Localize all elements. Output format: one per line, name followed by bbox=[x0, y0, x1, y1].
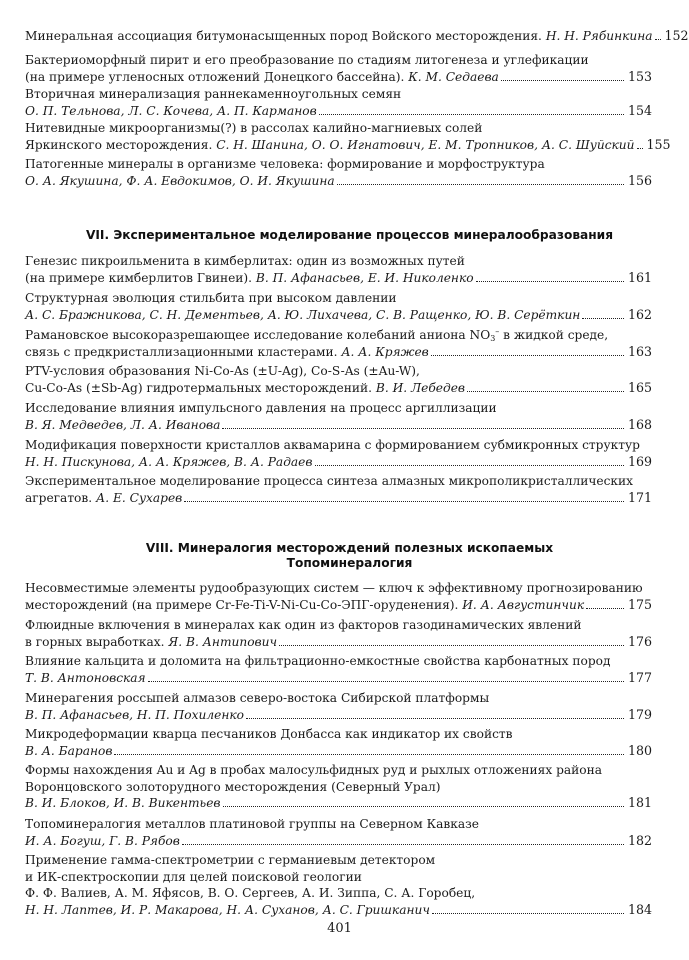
toc-entry-authors: И. А. Богуш, Г. В. Рябов bbox=[25, 833, 180, 848]
toc-entry-line bbox=[25, 344, 652, 361]
toc-entry-authors: Н. Н. Рябинкина bbox=[545, 29, 653, 43]
toc-entry-title: Воронцовского золоторудного месторождения (Северный Урал) bbox=[25, 779, 441, 794]
toc-entry-line bbox=[25, 473, 652, 490]
toc-entry-title: Минеральная ассоциация битумонасыщенных пород Войского месторождения. bbox=[25, 29, 542, 43]
toc-entry-line bbox=[25, 307, 652, 324]
dot-leader bbox=[184, 490, 624, 502]
toc-entry-line bbox=[25, 869, 652, 886]
toc-entry-title: Ф. Ф. Валиев, А. М. Яфясов, В. О. Сергеев, А. И. Зиппа, С. А. Горобец, bbox=[25, 886, 476, 900]
toc-entry-title-end bbox=[25, 454, 313, 471]
toc-entry-authors: В. П. Афанасьев, Н. П. Похиленко bbox=[25, 707, 244, 722]
toc-entry-title-end bbox=[25, 69, 499, 86]
toc-entry bbox=[25, 816, 652, 849]
toc-page-number: 175 bbox=[627, 596, 652, 612]
toc-entry bbox=[25, 253, 652, 286]
toc-entry-authors: Я. В. Антипович bbox=[168, 634, 278, 649]
toc-entry-line bbox=[25, 363, 652, 380]
toc-entry-line bbox=[25, 454, 652, 471]
toc-entry-title: Микродеформации кварца песчаников Донбасса как индикатор их свойств bbox=[25, 727, 513, 741]
toc-entry-authors: В. П. Афанасьев, Е. И. Николенко bbox=[255, 270, 474, 285]
toc-entry-line bbox=[25, 173, 652, 190]
dot-leader bbox=[223, 795, 625, 807]
toc-entry bbox=[25, 86, 652, 119]
toc-entry-line bbox=[25, 327, 652, 344]
toc-entry-authors: С. Н. Шанина, О. О. Игнатович, Е. М. Тропников, А. С. Шуйский bbox=[216, 137, 635, 152]
toc-entry-authors: Н. Н. Пискунова, А. А. Кряжев, В. А. Радаев bbox=[25, 454, 313, 469]
toc-entry bbox=[25, 120, 671, 153]
toc-entry-title-end bbox=[25, 902, 430, 919]
toc-entry-line bbox=[25, 779, 652, 796]
toc-entry bbox=[25, 327, 652, 360]
toc-entry-title: Применение гамма-спектрометрии с германиевым детектором bbox=[25, 853, 436, 867]
toc-page-number: 184 bbox=[627, 901, 652, 917]
toc-entry-title: в горных выработках. bbox=[25, 634, 165, 649]
toc-entry-line bbox=[25, 902, 652, 919]
section-heading-line: VIII. Минералогия месторождений полезных ископаемых bbox=[145, 541, 554, 555]
section-heading-line: Топоминералогия bbox=[286, 556, 413, 570]
toc-entry-line bbox=[25, 136, 671, 154]
toc-entry-line bbox=[25, 103, 652, 120]
toc-entry-title-end bbox=[25, 344, 429, 361]
toc-page-number: 161 bbox=[627, 269, 652, 285]
toc-entry-title: связь с предкристаллизационными кластерами. bbox=[25, 344, 338, 359]
toc-entry-authors: А. А. Кряжев bbox=[341, 344, 429, 359]
toc-entry-line bbox=[25, 617, 652, 634]
toc-entry-title: Cu-Co-As (±Sb-Ag) гидротермальных месторождений. bbox=[25, 380, 372, 395]
toc-entry-line bbox=[25, 707, 652, 724]
toc-entry-title: PTV-условия образования Ni-Co-As (±U-Ag), Co-S-As (±Au-W), bbox=[25, 364, 420, 378]
dot-leader bbox=[279, 634, 624, 646]
toc-entry-line bbox=[25, 270, 652, 287]
dot-leader bbox=[246, 707, 624, 719]
toc-entry-title: Топоминералогия металлов платиновой группы на Северном Кавказе bbox=[25, 817, 479, 831]
dot-leader bbox=[114, 743, 624, 755]
toc-entry-line bbox=[25, 743, 652, 760]
toc-page-number: 176 bbox=[627, 633, 652, 649]
toc-entry-title-end bbox=[25, 743, 112, 760]
toc-entry-title-end bbox=[25, 670, 146, 687]
toc-entry bbox=[25, 290, 652, 323]
toc-entry-authors: Т. В. Антоновская bbox=[25, 670, 146, 685]
toc-entry-line bbox=[25, 253, 652, 270]
page-number: 401 bbox=[327, 921, 352, 936]
toc-entry-title: Патогенные минералы в организме человека: формирование и морфоструктура bbox=[25, 157, 545, 171]
toc-entry-line bbox=[25, 490, 652, 507]
toc-page-number: 168 bbox=[627, 416, 652, 432]
toc-entry-authors: В. Я. Медведев, Л. А. Иванова bbox=[25, 417, 221, 432]
toc-entry-title-end bbox=[25, 795, 221, 812]
toc-page-number: 165 bbox=[627, 379, 652, 395]
toc-entry-line bbox=[25, 597, 652, 614]
toc-entry-title: (на примере кимберлитов Гвинеи). bbox=[25, 270, 253, 285]
dot-leader bbox=[476, 270, 624, 282]
toc-entry-line bbox=[25, 290, 652, 307]
toc-entry-title-end bbox=[25, 307, 580, 324]
toc-entry-line bbox=[25, 690, 652, 707]
toc-entry-authors: В. А. Баранов bbox=[25, 743, 113, 758]
toc-entry-title-end bbox=[25, 707, 244, 724]
toc-entry-title: Экспериментальное моделирование процесса синтеза алмазных микрополикристаллических bbox=[25, 474, 634, 488]
dot-leader bbox=[222, 417, 624, 429]
toc-page-number: 171 bbox=[627, 489, 652, 505]
dot-leader bbox=[431, 344, 624, 356]
toc-entry-line bbox=[25, 417, 652, 434]
toc-entry-line bbox=[25, 816, 652, 833]
dot-leader bbox=[182, 833, 624, 845]
toc-entry-line bbox=[25, 726, 652, 743]
toc-entry-line bbox=[25, 120, 652, 137]
toc-entry-line bbox=[25, 380, 652, 397]
toc-entry-line bbox=[25, 156, 652, 173]
toc-entry-title-end bbox=[25, 634, 277, 651]
toc-entry bbox=[25, 617, 652, 650]
toc-page-number: 180 bbox=[627, 742, 652, 758]
toc-page-number: 162 bbox=[627, 306, 652, 322]
toc-entry-title: Рамановское высокоразрешающее исследование колебаний аниона $NO_3^-$ в жидкой среде, bbox=[25, 327, 609, 343]
toc-page-number: 156 bbox=[627, 172, 652, 188]
toc-entry-title-end bbox=[25, 380, 465, 397]
toc-entry-line bbox=[25, 52, 652, 69]
toc-entry-authors: А. Е. Сухарев bbox=[96, 490, 183, 505]
toc-entry bbox=[25, 28, 689, 45]
toc-entry bbox=[25, 726, 652, 759]
toc-entry-title: Структурная эволюция стильбита при высоком давлении bbox=[25, 291, 397, 305]
toc-entry-authors: О. А. Якушина, Ф. А. Евдокимов, О. И. Якушина bbox=[25, 173, 335, 188]
toc-entry-title-end bbox=[25, 137, 635, 154]
toc-entry-title: Нитевидные микроорганизмы(?) в рассолах калийно-магниевых солей bbox=[25, 121, 483, 135]
toc-entry-title: Минерагения россыпей алмазов северо-востока Сибирской платформы bbox=[25, 691, 490, 705]
toc-entry-title: месторождений (на примере Cr-Fe-Ti-V-Ni-Cu-Co-ЭПГ-оруденения). bbox=[25, 597, 459, 612]
toc-entry-title: Влияние кальцита и доломита на фильтрационно-емкостные свойства карбонатных пород bbox=[25, 654, 611, 668]
toc-entry-title: агрегатов. bbox=[25, 490, 93, 505]
toc-entry-title: (на примере угленосных отложений Донецкого бассейна). bbox=[25, 69, 405, 84]
toc-entry bbox=[25, 653, 652, 686]
toc-entry-title-end bbox=[25, 597, 584, 614]
toc-entry bbox=[25, 52, 652, 85]
toc-entry-authors: К. М. Седаева bbox=[408, 69, 499, 84]
toc-entry-title-end bbox=[25, 490, 182, 507]
toc-entry-title: Несовместимые элементы рудообразующих систем — ключ к эффективному прогнозированию bbox=[25, 581, 643, 595]
dot-leader bbox=[637, 137, 643, 149]
toc-page-number: 163 bbox=[627, 343, 652, 359]
dot-leader bbox=[655, 28, 661, 40]
toc-entry-authors: И. А. Августинчик bbox=[462, 597, 585, 612]
toc-entry-authors: В. И. Блоков, И. В. Викентьев bbox=[25, 796, 221, 810]
toc-entry bbox=[25, 400, 652, 433]
section-heading: VII. Экспериментальное моделирование процессов минералообразования bbox=[85, 228, 614, 242]
toc-entry-line bbox=[25, 653, 652, 670]
toc-entry bbox=[25, 473, 652, 506]
toc-entry-title: и ИК-спектроскопии для целей поисковой геологии bbox=[25, 869, 362, 884]
toc-entry-title: Генезис пикроильменита в кимберлитах: один из возможных путей bbox=[25, 254, 465, 268]
dot-leader bbox=[501, 69, 624, 81]
toc-entry-title: Формы нахождения Au и Ag в пробах малосульфидных руд и рыхлых отложениях района bbox=[25, 763, 603, 777]
toc-entry bbox=[25, 852, 652, 918]
toc-entry-line bbox=[25, 580, 652, 597]
toc-entry-title: Исследование влияния импульсного давления на процесс аргиллизации bbox=[25, 401, 497, 415]
toc-entry bbox=[25, 437, 652, 470]
toc-entry-line bbox=[25, 69, 652, 86]
toc-entry-line bbox=[25, 852, 652, 869]
toc-entry-authors: Н. Н. Лаптев, И. Р. Макарова, Н. А. Суханов, А. С. Гришканич bbox=[25, 902, 430, 917]
toc-entry-title: Флюидные включения в минералах как один из факторов газодинамических явлений bbox=[25, 618, 582, 632]
dot-leader bbox=[586, 597, 624, 609]
toc-entry-line bbox=[25, 28, 689, 45]
dot-leader bbox=[315, 454, 625, 466]
toc-page-number: 152 bbox=[664, 28, 689, 43]
dot-leader bbox=[148, 670, 624, 682]
dot-leader bbox=[432, 902, 624, 914]
toc-page-number: 154 bbox=[627, 102, 652, 118]
toc-entry bbox=[25, 580, 652, 613]
toc-entry-line bbox=[25, 885, 652, 902]
toc-entry-line bbox=[25, 437, 652, 454]
toc-page-number: 169 bbox=[627, 453, 652, 469]
toc-entry-title-end bbox=[25, 270, 474, 287]
toc-page-number: 179 bbox=[627, 706, 652, 722]
toc-entry-line bbox=[25, 795, 652, 812]
toc-entry bbox=[25, 690, 652, 723]
toc-entry-line bbox=[25, 762, 652, 779]
toc-page-number: 177 bbox=[627, 669, 652, 685]
toc-entry-authors: О. П. Тельнова, Л. С. Кочева, А. П. Карманов bbox=[25, 103, 317, 118]
toc-entry-title-end bbox=[25, 28, 653, 45]
toc-entry-line bbox=[25, 833, 652, 850]
toc-entry-title-end bbox=[25, 173, 335, 190]
toc-entry-title-end bbox=[25, 833, 180, 850]
toc-entry-line bbox=[25, 670, 652, 687]
dot-leader bbox=[582, 307, 624, 319]
toc-entry-title-end bbox=[25, 103, 317, 120]
dot-leader bbox=[467, 380, 624, 392]
toc-entry-title: Модификация поверхности кристаллов аквамарина с формированием субмикронных структур bbox=[25, 438, 640, 452]
toc-page-number: 153 bbox=[627, 68, 652, 84]
dot-leader bbox=[337, 173, 624, 185]
dot-leader bbox=[319, 103, 624, 115]
toc-entry bbox=[25, 363, 652, 396]
toc-entry-title: Бактериоморфный пирит и его преобразование по стадиям литогенеза и углефикации bbox=[25, 53, 589, 67]
toc-entry-authors: В. И. Лебедев bbox=[375, 380, 466, 395]
toc-entry-line bbox=[25, 400, 652, 417]
toc-page-number: 181 bbox=[627, 795, 652, 810]
toc-entry-line bbox=[25, 86, 652, 103]
toc-entry-title: Вторичная минерализация раннекаменноугольных семян bbox=[25, 87, 402, 101]
toc-entry-title-end bbox=[25, 417, 220, 434]
toc-entry bbox=[25, 156, 652, 189]
toc-entry bbox=[25, 762, 652, 812]
section-heading bbox=[60, 541, 639, 571]
toc-entry-line bbox=[25, 634, 652, 651]
toc-page-number: 182 bbox=[627, 832, 652, 848]
toc-page-number: 155 bbox=[646, 136, 671, 152]
toc-entry-title: Яркинского месторождения. bbox=[25, 137, 213, 152]
toc-entry-authors: А. С. Бражникова, С. Н. Дементьев, А. Ю. Лихачева, С. В. Ращенко, Ю. В. Серёткин bbox=[25, 307, 581, 322]
